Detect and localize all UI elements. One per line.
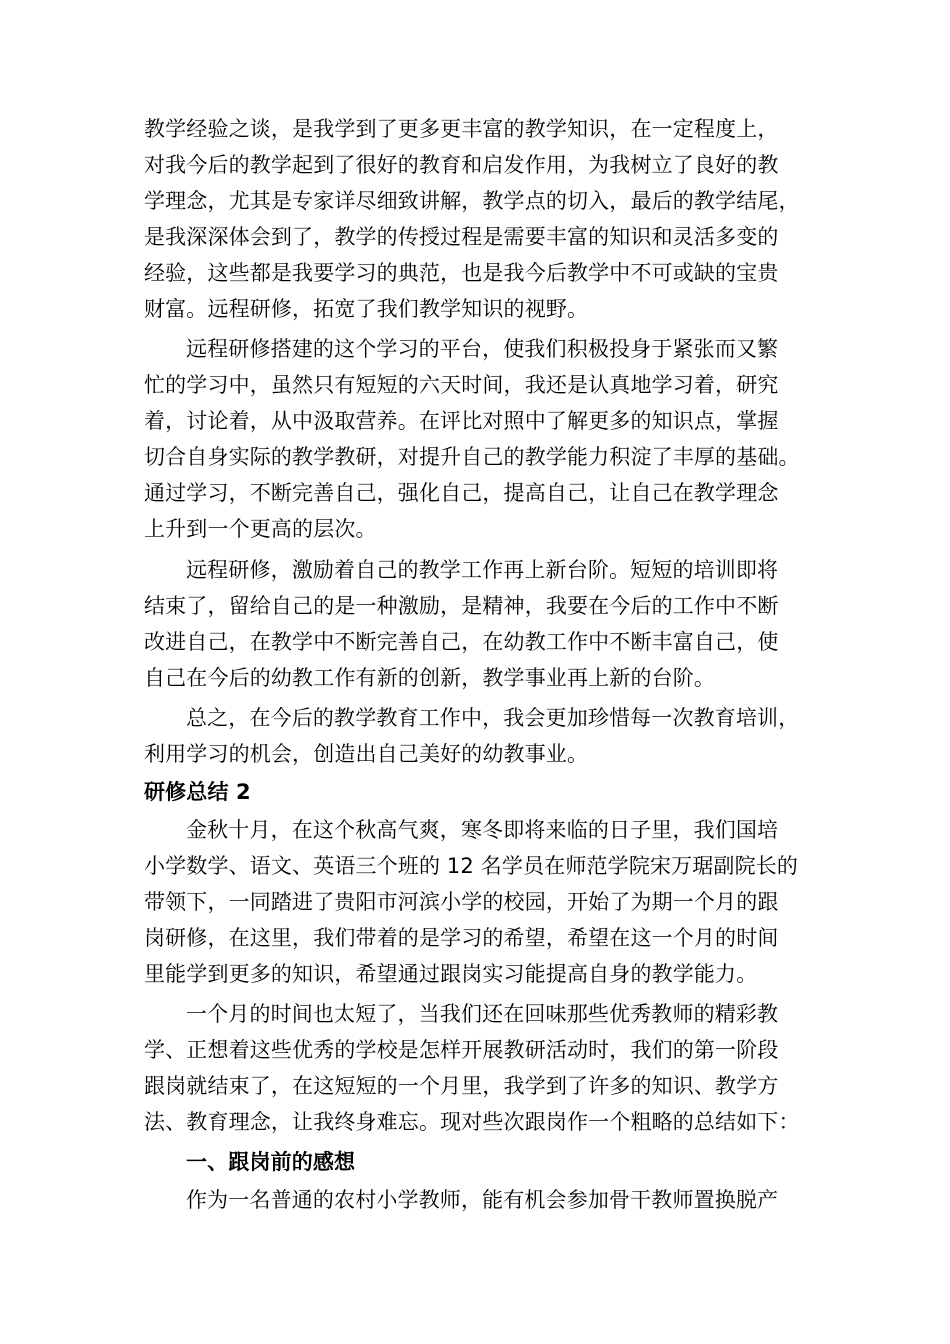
text-line: 经验，这些都是我要学习的典范，也是我今后教学中不可或缺的宝贵 [144,261,779,285]
text-line: 财富。远程研修，拓宽了我们教学知识的视野。 [144,297,589,321]
text-line: 对我今后的教学起到了很好的教育和启发作用，为我树立了良好的教 [144,153,779,177]
text-line: 法、教育理念，让我终身难忘。现对些次跟岗作一个粗略的总结如下： [144,1110,800,1134]
text-line: 里能学到更多的知识，希望通过跟岗实习能提高自身的教学能力。 [144,962,758,986]
text-line: 切合自身实际的教学教研，对提升自己的教学能力积淀了丰厚的基础。 [144,445,800,469]
text-line: 着，讨论着，从中汲取营养。在评比对照中了解更多的知识点，掌握 [144,409,779,433]
text-line: 结束了，留给自己的是一种激励，是精神，我要在今后的工作中不断 [144,594,779,618]
text-line: 自己在今后的幼教工作有新的创新，教学事业再上新的台阶。 [144,666,716,690]
text-line: 学、正想着这些优秀的学校是怎样开展教研活动时，我们的第一阶段 [144,1038,779,1062]
text-line: 忙的学习中，虽然只有短短的六天时间，我还是认真地学习着，研究 [144,373,779,397]
paragraph-first-line: 远程研修搭建的这个学习的平台，使我们积极投身于紧张而又繁 [186,337,779,361]
paragraph-first-line: 一个月的时间也太短了，当我们还在回味那些优秀教师的精彩教 [186,1002,779,1026]
text-line: 利用学习的机会，创造出自己美好的幼教事业。 [144,742,589,766]
text-line: 是我深深体会到了，教学的传授过程是需要丰富的知识和灵活多变的 [144,225,779,249]
paragraph-first-line: 金秋十月，在这个秋高气爽，寒冬即将来临的日子里，我们国培 [186,818,779,842]
text-line: 通过学习，不断完善自己，强化自己，提高自己，让自己在教学理念 [144,481,779,505]
text-line: 教学经验之谈，是我学到了更多更丰富的教学知识，在一定程度上， [144,117,779,141]
text-line: 岗研修，在这里，我们带着的是学习的希望，希望在这一个月的时间 [144,926,779,950]
text-line: 小学数学、语文、英语三个班的 12 名学员在师范学院宋万琚副院长的 [144,854,799,878]
paragraph-first-line: 总之，在今后的教学教育工作中，我会更加珍惜每一次教育培训， [186,706,800,730]
text-line: 带领下，一同踏进了贵阳市河滨小学的校园，开始了为期一个月的跟 [144,890,779,914]
text-line: 改进自己，在教学中不断完善自己，在幼教工作中不断丰富自己，使 [144,630,779,654]
text-line: 跟岗就结束了，在这短短的一个月里，我学到了许多的知识、教学方 [144,1074,779,1098]
paragraph-first-line: 远程研修，激励着自己的教学工作再上新台阶。短短的培训即将 [186,558,779,582]
paragraph-first-line: 作为一名普通的农村小学教师，能有机会参加骨干教师置换脱产 [186,1188,779,1212]
text-line: 学理念，尤其是专家详尽细致讲解，教学点的切入，最后的教学结尾， [144,189,800,213]
subsection-heading: 一、跟岗前的感想 [186,1150,356,1174]
section-heading: 研修总结 2 [144,780,251,804]
text-line: 上升到一个更高的层次。 [144,517,377,541]
